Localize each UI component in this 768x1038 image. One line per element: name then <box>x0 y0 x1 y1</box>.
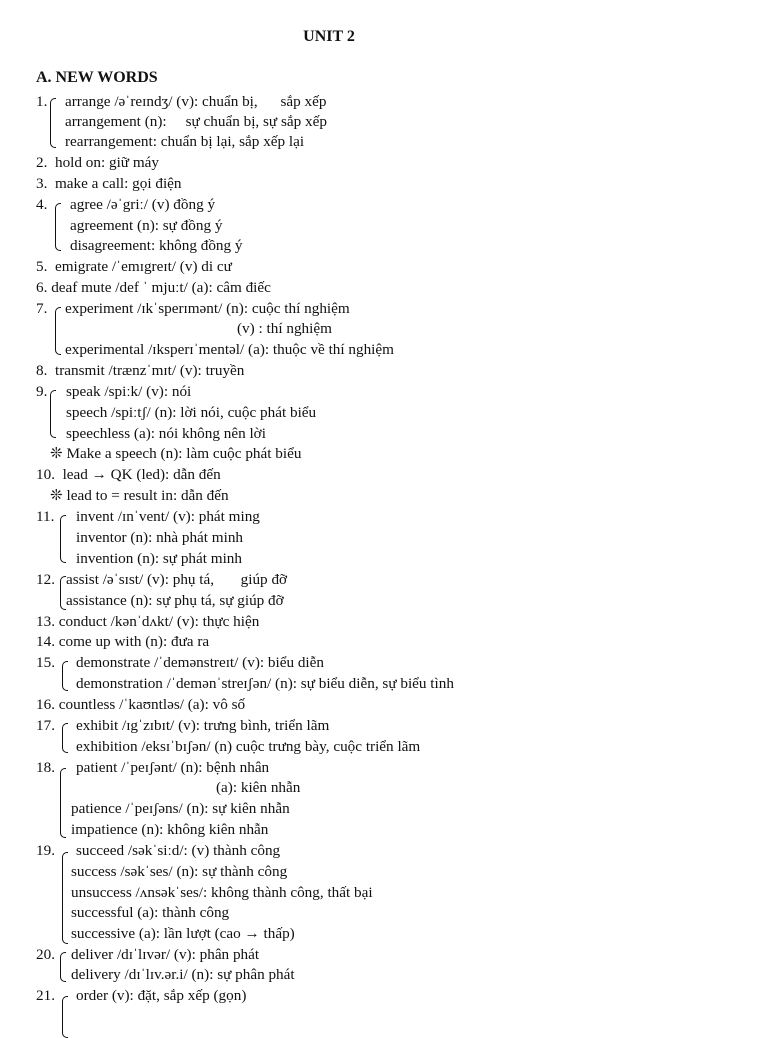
entry-line: assistance (n): sự phụ tá, sự giúp đỡ <box>66 592 284 609</box>
entry-line: successive (a): lần lượt (cao → thấp) <box>71 925 295 942</box>
entry-line: 13. conduct /kənˈdʌkt/ (v): thực hiện <box>36 613 260 630</box>
entry-line: order (v): đặt, sắp xếp (gọn) <box>76 987 247 1004</box>
item-number: 12. <box>36 571 55 588</box>
entry-line: success /səkˈses/ (n): sự thành công <box>71 863 288 880</box>
brace <box>62 723 68 753</box>
item-number: 11. <box>36 508 55 525</box>
note-line: ❊ Make a speech (n): làm cuộc phát biểu <box>50 445 302 462</box>
entry-line: rearrangement: chuẩn bị lại, sắp xếp lại <box>65 133 305 150</box>
item-number: 7. <box>36 300 48 317</box>
item-number: 1. <box>36 93 48 110</box>
entry-line: experimental /ɪksperɪˈmentəl/ (a): thuộc về thí nghiệm <box>65 341 394 358</box>
note-line: ❊ lead to = result in: dẫn đến <box>50 487 229 504</box>
item-number: 4. <box>36 196 48 213</box>
entry-line: inventor (n): nhà phát minh <box>76 529 244 546</box>
item-number: 17. <box>36 717 55 734</box>
brace <box>60 768 66 838</box>
entry-line: assist /əˈsɪst/ (v): phụ tá, giúp đỡ <box>66 571 288 588</box>
page-title: UNIT 2 <box>303 28 355 45</box>
entry-line: 8. transmit /trænzˈmɪt/ (v): truyền <box>36 362 245 379</box>
entry-line: (a): kiên nhẫn <box>216 779 301 796</box>
section-heading: A. NEW WORDS <box>36 69 158 86</box>
entry-line: 16. countless /ˈkaʊntləs/ (a): vô số <box>36 696 246 713</box>
brace <box>60 952 66 982</box>
entry-line: arrangement (n): sự chuẩn bị, sự sắp xếp <box>65 113 327 130</box>
entry-line: succeed /səkˈsiːd/: (v) thành công <box>76 842 281 859</box>
entry-line: 14. come up with (n): đưa ra <box>36 633 210 650</box>
entry-line: deliver /dɪˈlɪvər/ (v): phân phát <box>71 946 260 963</box>
item-number: 9. <box>36 383 48 400</box>
entry-line: experiment /ɪkˈsperɪmənt/ (n): cuộc thí nghiệm <box>65 300 350 317</box>
item-number: 15. <box>36 654 55 671</box>
entry-line: arrange /əˈreɪndʒ/ (v): chuẩn bị, sắp xếp <box>65 93 327 110</box>
entry-line: delivery /dɪˈlɪv.ər.i/ (n): sự phân phát <box>71 966 295 983</box>
entry-line: impatience (n): không kiên nhẫn <box>71 821 269 838</box>
entry-line: unsuccess /ʌnsəkˈses/: không thành công, thất bại <box>71 884 373 901</box>
brace <box>62 661 68 691</box>
brace <box>55 203 61 251</box>
entry-line: agreement (n): sự đồng ý <box>70 217 223 234</box>
brace <box>50 98 56 148</box>
entry-line: patience /ˈpeɪʃəns/ (n): sự kiên nhẫn <box>71 800 290 817</box>
entry-line: disagreement: không đồng ý <box>70 237 243 254</box>
entry-line: invent /ɪnˈvent/ (v): phát ming <box>76 508 260 525</box>
entry-line: patient /ˈpeɪʃənt/ (n): bệnh nhân <box>76 759 270 776</box>
item-number: 19. <box>36 842 55 859</box>
entry-line: demonstration /ˈdemənˈstreɪʃən/ (n): sự biểu diễn, sự biểu tình <box>76 675 454 692</box>
entry-line: 3. make a call: gọi điện <box>36 175 182 192</box>
entry-line: invention (n): sự phát minh <box>76 550 242 567</box>
brace <box>62 996 68 1038</box>
entry-line: agree /əˈgriː/ (v) đồng ý <box>70 196 216 213</box>
entry-line: 2. hold on: giữ máy <box>36 154 159 171</box>
entry-line: demonstrate /ˈdemənstreɪt/ (v): biểu diễn <box>76 654 324 671</box>
entry-line: successful (a): thành công <box>71 904 230 921</box>
entry-line: speechless (a): nói không nên lời <box>66 425 266 442</box>
item-number: 18. <box>36 759 55 776</box>
entry-line: 5. emigrate /ˈemɪgreɪt/ (v) di cư <box>36 258 232 275</box>
entry-line: exhibition /eksɪˈbɪʃən/ (n) cuộc trưng bày, cuộc triển lãm <box>76 738 421 755</box>
entry-line: speech /spiːtʃ/ (n): lời nói, cuộc phát biểu <box>66 404 317 421</box>
entry-line: 10. lead → QK (led): dẫn đến <box>36 466 221 483</box>
item-number: 20. <box>36 946 55 963</box>
brace <box>55 307 61 355</box>
entry-line: speak /spiːk/ (v): nói <box>66 383 192 400</box>
entry-line: 6. deaf mute /def ˈ mjuːt/ (a): câm điếc <box>36 279 271 296</box>
brace <box>50 390 56 438</box>
brace <box>60 515 66 563</box>
entry-line: (v) : thí nghiệm <box>237 320 332 337</box>
entry-line: exhibit /ɪgˈzɪbɪt/ (v): trưng bình, triển lãm <box>76 717 330 734</box>
item-number: 21. <box>36 987 55 1004</box>
brace <box>62 852 68 944</box>
